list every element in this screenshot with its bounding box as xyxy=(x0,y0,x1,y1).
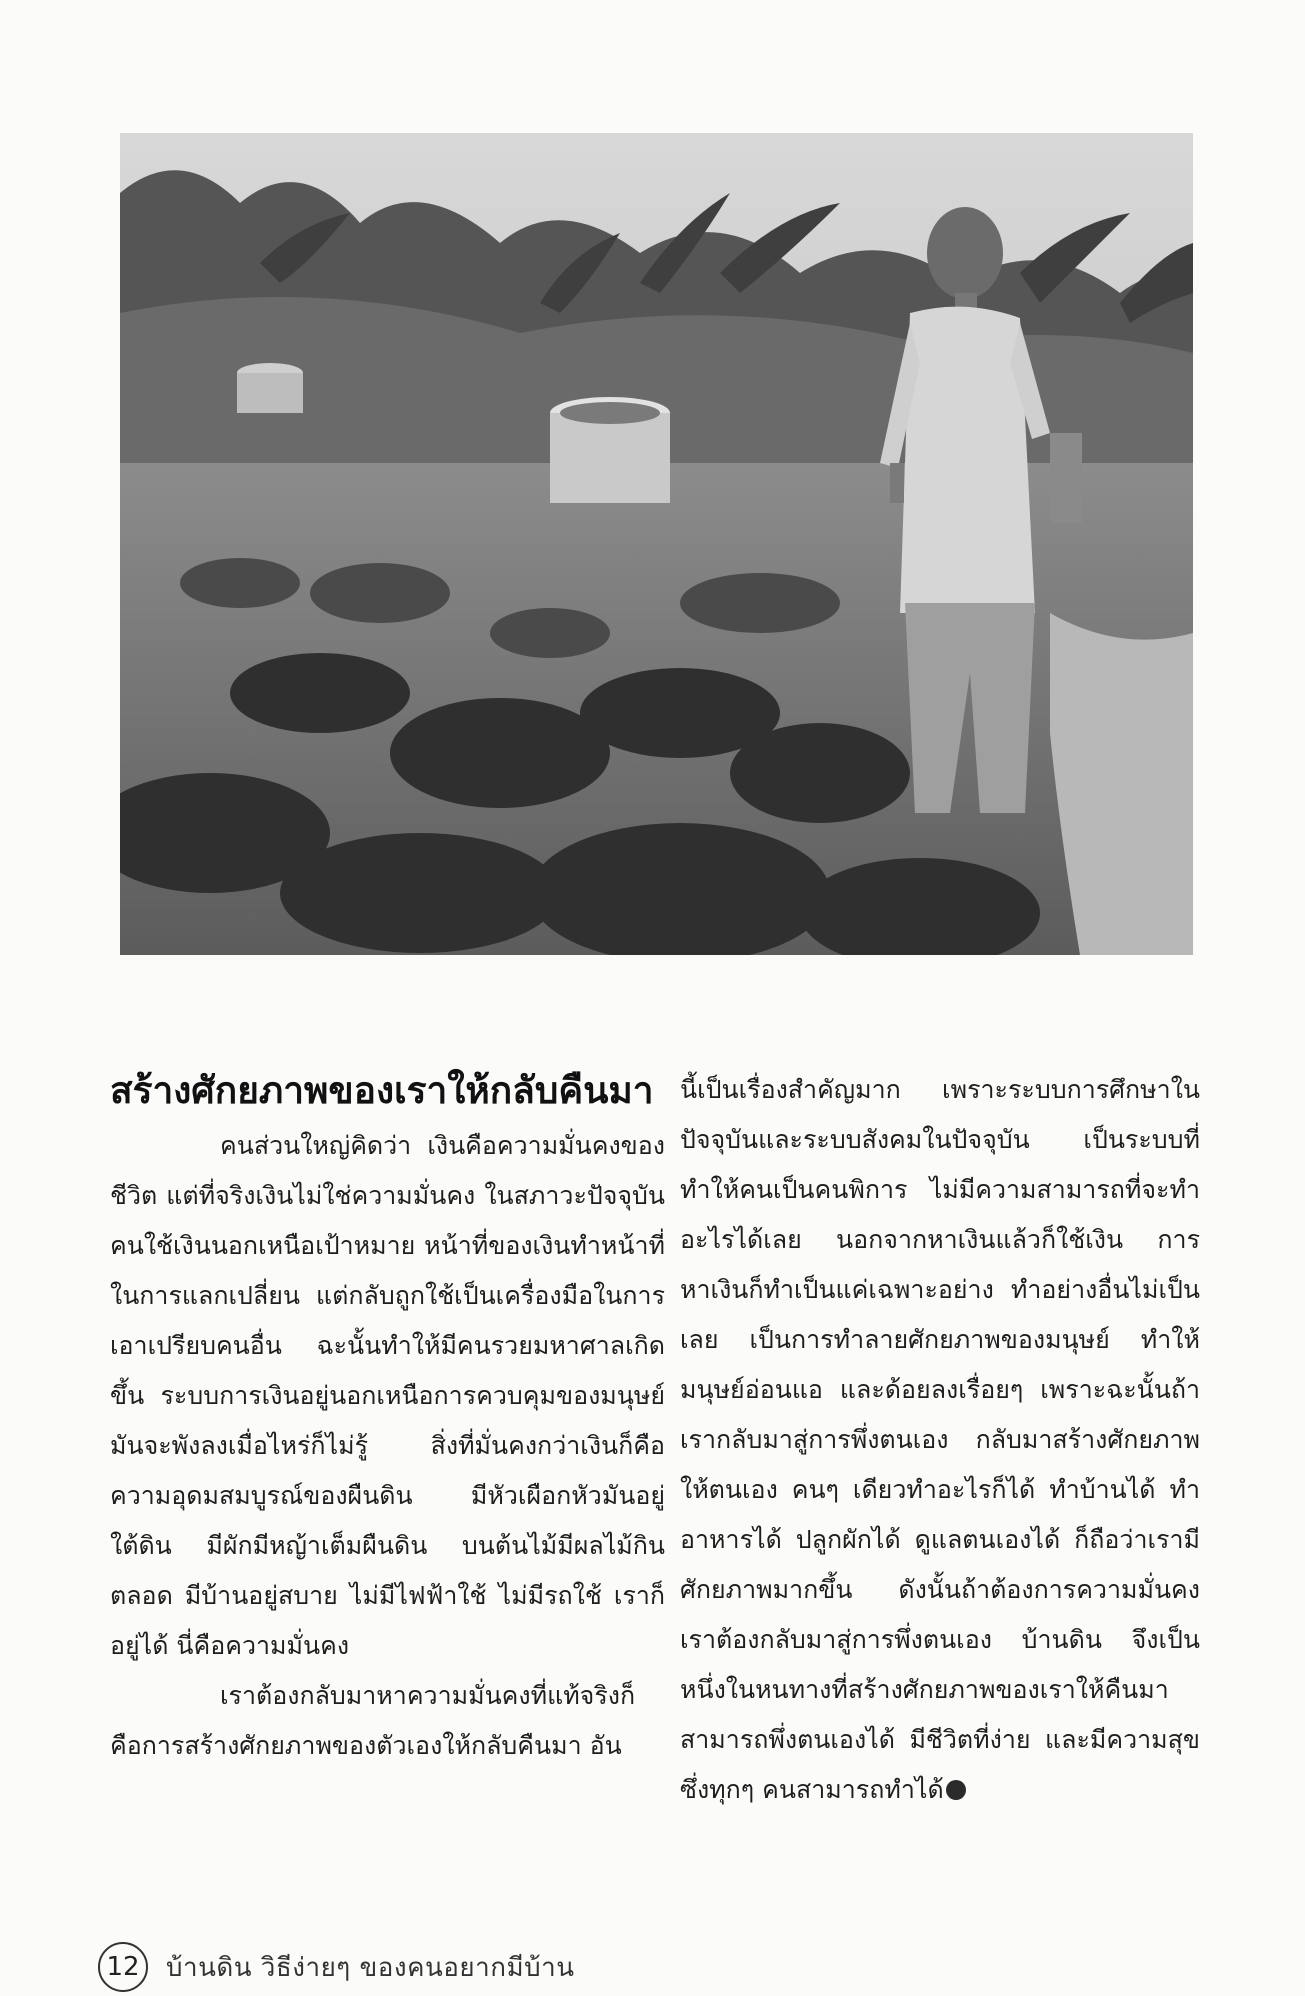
running-title: บ้านดิน วิธีง่ายๆ ของคนอยากมีบ้าน xyxy=(166,1952,575,1983)
end-mark-icon xyxy=(946,1780,966,1800)
article-paragraph: คนส่วนใหญ่คิดว่า เงินคือความมั่นคงของชีวิต แต่ที่จริงเงินไม่ใช่ความมั่นคง ในสภาวะปัจจุบัน คนใช้เงินนอกเหนือเป้าหมาย หน้าที่ของเงินทำหน้าที่ในการแลกเปลี่ยน แต่กลับถูกใช้เป็นเครื่องมือในการเอาเปรียบคนอื่น ฉะนั้นทำให้มีคนรวยมหาศาลเกิดขึ้น ระบบการเงินอยู่นอกเหนือการควบคุมของมนุษย์ มันจะพังลงเมื่อไหร่ก็ไม่รู้ สิ่งที่มั่นคงกว่าเงินก็คือความอุดมสมบูรณ์ของผืนดิน มีหัวเผือกหัวมันอยู่ใต้ดิน มีผักมีหญ้าเต็มผืนดิน บนต้นไม้มีผลไม้กินตลอด มีบ้านอยู่สบาย ไม่มีไฟฟ้าใช้ ไม่มีรถใช้ เราก็อยู่ได้ นี่คือความมั่นคง xyxy=(110,1131,665,1660)
article-left-column xyxy=(110,1065,665,1771)
article-paragraph: เราต้องกลับมาหาความมั่นคงที่แท้จริงก็คือการสร้างศักยภาพของตัวเองให้กลับคืนมา อัน xyxy=(110,1681,636,1760)
page-footer xyxy=(98,1942,574,1992)
garden-photo xyxy=(120,133,1193,955)
article-paragraph: นี้เป็นเรื่องสำคัญมาก เพราะระบบการศึกษาในปัจจุบันและระบบสังคมในปัจจุบัน เป็นระบบที่ทำให้คนเป็นคนพิการ ไม่มีความสามารถที่จะทำอะไรได้เลย นอกจากหาเงินแล้วก็ใช้เงิน การหาเงินก็ทำเป็นแค่เฉพาะอย่าง ทำอย่างอื่นไม่เป็นเลย เป็นการทำลายศักยภาพของมนุษย์ ทำให้มนุษย์อ่อนแอ และด้อยลงเรื่อยๆ เพราะฉะนั้นถ้าเรากลับมาสู่การพึ่งตนเอง กลับมาสร้างศักยภาพให้ตนเอง คนๆ เดียวทำอะไรก็ได้ ทำบ้านได้ ทำอาหารได้ ปลูกผักได้ ดูแลตนเองได้ ก็ถือว่าเรามีศักยภาพมากขึ้น ดังนั้นถ้าต้องการความมั่นคง เราต้องกลับมาสู่การพึ่งตนเอง บ้านดิน จึงเป็นหนึ่งในหนทางที่สร้างศักยภาพของเราให้คืนมา สามารถพึ่งตนเองได้ มีชีวิตที่ง่าย และมีความสุข ซึ่งทุกๆ คนสามารถทำได้ xyxy=(680,1075,1200,1804)
page-number: 12 xyxy=(98,1942,148,1992)
article-right-column xyxy=(680,1065,1200,1815)
garden-photo-illustration xyxy=(120,133,1193,955)
article-heading: สร้างศักยภาพของเราให้กลับคืนมา xyxy=(110,1069,654,1112)
